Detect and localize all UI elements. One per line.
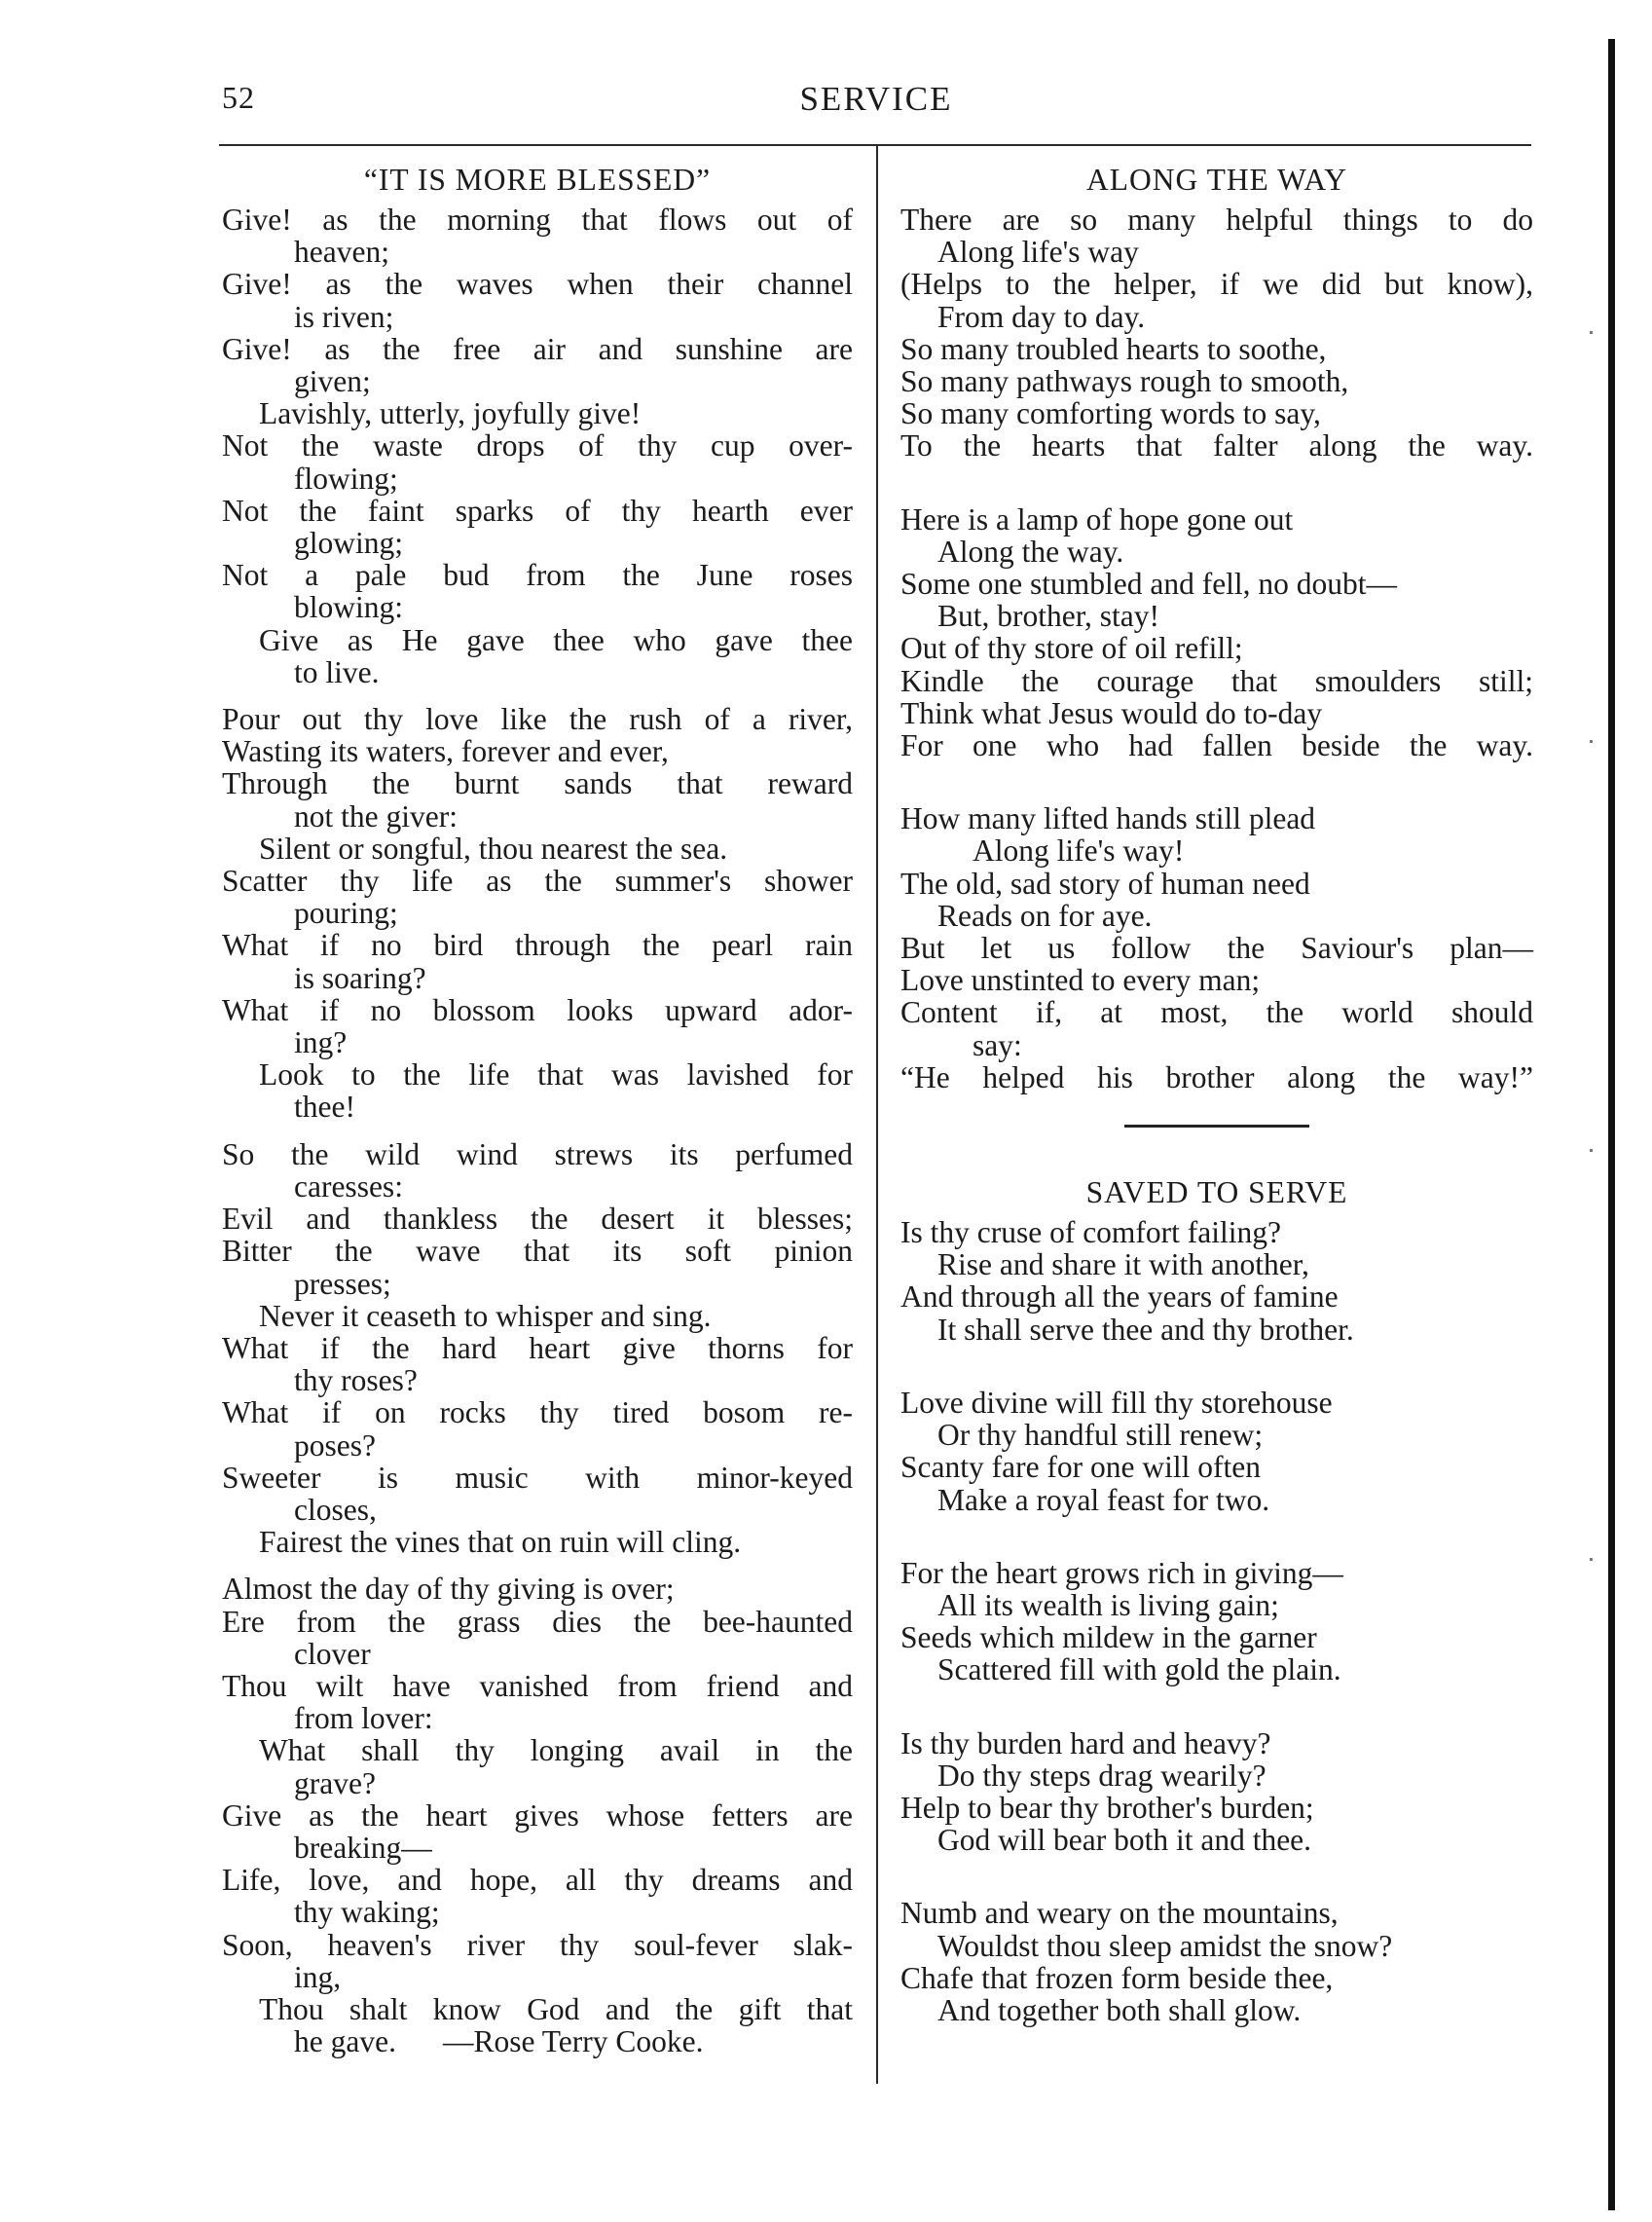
poem-line: Through the burnt sands that reward xyxy=(222,766,853,801)
poem-line: What if the hard heart give thorns for xyxy=(222,1330,853,1365)
poem-line: For one who had fallen beside the way. xyxy=(900,728,1533,763)
poem-line: Is thy cruse of comfort failing? xyxy=(900,1215,1281,1250)
poem-line: Give! as the waves when their channel xyxy=(222,267,853,302)
poem-line: How many lifted hands still plead xyxy=(900,801,1316,836)
poem-line: Love divine will fill thy storehouse xyxy=(900,1385,1333,1420)
poem-line: “He helped his brother along the way!” xyxy=(900,1059,1533,1094)
stanza xyxy=(900,204,1533,463)
poem-line: Not the faint sparks of thy hearth ever xyxy=(222,493,853,528)
stanza xyxy=(900,503,1533,762)
poem-line: Lavishly, utterly, joyfully give! xyxy=(259,396,642,431)
poem-line: Along the way. xyxy=(937,534,1124,569)
stanza xyxy=(900,1557,1533,1686)
poem-line: What if no bird through the pearl rain xyxy=(222,928,853,963)
poem-line: All its wealth is living gain; xyxy=(937,1587,1279,1622)
poem-line: Give! as the morning that flows out of xyxy=(222,203,853,237)
poem-line: Sweeter is music with minor-keyed xyxy=(222,1460,853,1495)
poem-line: Silent or songful, thou nearest the sea. xyxy=(259,831,728,866)
poem-line: Pour out thy love like the rush of a river, xyxy=(222,702,853,737)
stanza xyxy=(900,802,1533,1093)
poem-line: God will bear both it and thee. xyxy=(937,1823,1312,1858)
poem-line: From day to day. xyxy=(937,299,1146,334)
poem-line: closes, xyxy=(294,1492,377,1527)
poem-line: glowing; xyxy=(294,526,404,561)
poem-line: So the wild wind strews its perfumed xyxy=(222,1136,853,1171)
poem-line: Give as the heart gives whose fetters are xyxy=(222,1797,853,1833)
poem-line: poses? xyxy=(294,1427,376,1463)
poem-line: breaking— xyxy=(294,1830,432,1865)
right-column xyxy=(900,164,1533,2026)
poem-line: Help to bear thy brother's burden; xyxy=(900,1790,1314,1825)
stanza xyxy=(900,1727,1533,1857)
poem-line: Or thy handful still renew; xyxy=(937,1418,1264,1453)
poem-line: Almost the day of thy giving is over; xyxy=(222,1572,675,1607)
poem-line: Give! as the free air and sunshine are xyxy=(222,331,853,366)
poem-line: is riven; xyxy=(294,299,394,334)
poem-line: Make a royal feast for two. xyxy=(937,1482,1270,1517)
poem-line: But let us follow the Saviour's plan— xyxy=(900,931,1533,966)
poem-line: What shall thy longing avail in the xyxy=(259,1733,853,1768)
poem-line: Bitter the wave that its soft pinion xyxy=(222,1234,853,1269)
poem-line: blowing: xyxy=(294,590,404,625)
poem-line: It shall serve thee and thy brother. xyxy=(937,1312,1354,1347)
poem-line: What if on rocks thy tired bosom re- xyxy=(222,1395,853,1430)
poem-line: Along life's way! xyxy=(973,833,1185,869)
poem-line: Here is a lamp of hope gone out xyxy=(900,501,1294,537)
poem-line: Look to the life that was lavished for xyxy=(259,1057,853,1092)
poem-line: Scatter thy life as the summer's shower xyxy=(222,864,853,899)
poem-line: But, brother, stay! xyxy=(937,599,1159,634)
stanza xyxy=(900,1216,1533,1346)
poem-line: Ere from the grass dies the bee-haunted xyxy=(222,1604,853,1639)
poem-line: from lover: xyxy=(294,1701,433,1736)
poem-line: Not a pale bud from the June roses xyxy=(222,558,853,593)
poem-line: Kindle the courage that smoulders still; xyxy=(900,663,1533,698)
poem-line: ing, xyxy=(294,1959,342,1994)
edge-mark xyxy=(1590,1558,1593,1561)
edge-mark xyxy=(1590,331,1593,334)
poem-line: Seeds which mildew in the garner xyxy=(900,1620,1317,1655)
poem-line: What if no blossom looks upward ador- xyxy=(222,992,853,1027)
poem-line: So many troubled hearts to soothe, xyxy=(900,331,1327,366)
poem-title: SAVED TO SERVE xyxy=(1085,1175,1348,1210)
edge-mark xyxy=(1590,740,1593,743)
poem-line: clover xyxy=(294,1636,371,1671)
stanza xyxy=(222,1138,853,1559)
poem-line: Life, love, and hope, all thy dreams and xyxy=(222,1863,853,1898)
poem-line: Give as He gave thee who gave thee xyxy=(259,622,853,657)
poem-line: Scattered fill with gold the plain. xyxy=(937,1652,1341,1687)
attribution: —Rose Terry Cooke. xyxy=(442,2024,704,2059)
poem-line: Thou shalt know God and the gift that xyxy=(259,1991,853,2026)
poem-line: ing? xyxy=(294,1025,348,1060)
poem-line: Love unstinted to every man; xyxy=(900,963,1261,998)
poem-line: Some one stumbled and fell, no doubt— xyxy=(900,567,1398,602)
poem-line: flowing; xyxy=(294,461,398,496)
poem-line: Reads on for aye. xyxy=(937,898,1153,933)
left-column xyxy=(222,164,853,2072)
running-title: SERVICE xyxy=(799,80,953,118)
poem-line: And through all the years of famine xyxy=(900,1279,1339,1315)
stanza xyxy=(900,1387,1533,1516)
stanza xyxy=(222,703,853,1124)
poem-line: To the hearts that falter along the way. xyxy=(900,428,1533,463)
poem-line: For the heart grows rich in giving— xyxy=(900,1555,1343,1590)
column-divider xyxy=(876,146,878,2084)
poem-line: Out of thy store of oil refill; xyxy=(900,631,1243,666)
poem-title: ALONG THE WAY xyxy=(1086,163,1347,197)
poem-line: Not the waste drops of thy cup over- xyxy=(222,428,853,463)
poem-line: Along life's way xyxy=(937,235,1139,270)
poem-line: thy waking; xyxy=(294,1895,440,1930)
poem-line: he gave. xyxy=(294,2024,396,2059)
poem-title: “IT IS MORE BLESSED” xyxy=(363,163,712,197)
poem-line: caresses: xyxy=(294,1168,403,1204)
poem-line: Never it ceaseth to whisper and sing. xyxy=(259,1298,712,1333)
poem-line: Evil and thankless the desert it blesses; xyxy=(222,1202,853,1237)
edge-mark xyxy=(1590,1149,1593,1152)
poem-line: Wouldst thou sleep amidst the snow? xyxy=(937,1928,1393,1963)
poem-line: to live. xyxy=(294,654,380,689)
poem-line: So many comforting words to say, xyxy=(900,396,1321,431)
poem-line: Soon, heaven's river thy soul-fever slak- xyxy=(222,1927,853,1962)
header-rule xyxy=(219,144,1531,146)
page-number: 52 xyxy=(222,80,255,115)
section-separator xyxy=(1124,1125,1309,1128)
poem-line: grave? xyxy=(294,1765,376,1800)
poem-line: Wasting its waters, forever and ever, xyxy=(222,734,669,769)
poem-line: Chafe that frozen form beside thee, xyxy=(900,1960,1334,1995)
page-edge-bar xyxy=(1608,39,1615,2210)
poem-line: not the giver: xyxy=(294,798,458,833)
poem-line: thee! xyxy=(294,1090,355,1125)
poem-line: And together both shall glow. xyxy=(937,1992,1302,2027)
poem-line: presses; xyxy=(294,1266,391,1301)
poem-line: is soaring? xyxy=(294,960,426,995)
poem-line: So many pathways rough to smooth, xyxy=(900,364,1349,399)
poem-line: (Helps to the helper, if we did but know), xyxy=(900,267,1533,302)
poem-line: thy roses? xyxy=(294,1363,418,1398)
poem-line: There are so many helpful things to do xyxy=(900,203,1533,237)
stanza xyxy=(900,1897,1533,2026)
stanza xyxy=(222,1573,853,2057)
poem-line: Thou wilt have vanished from friend and xyxy=(222,1668,853,1703)
poem-line: Rise and share it with another, xyxy=(937,1247,1309,1282)
closing-line xyxy=(222,2025,853,2057)
poem-line: pouring; xyxy=(294,896,398,931)
poem-line: Scanty fare for one will often xyxy=(900,1450,1261,1485)
poem-line: Content if, at most, the world should xyxy=(900,995,1533,1030)
poem-line: Numb and weary on the mountains, xyxy=(900,1896,1339,1931)
poem-line: Is thy burden hard and heavy? xyxy=(900,1725,1271,1760)
poem-line: given; xyxy=(294,364,371,399)
stanza xyxy=(222,204,853,688)
poem-line: The old, sad story of human need xyxy=(900,866,1310,901)
poem-line: Fairest the vines that on ruin will cling. xyxy=(259,1525,742,1560)
poem-line: Think what Jesus would do to-day xyxy=(900,695,1323,730)
poem-line: Do thy steps drag wearily? xyxy=(937,1758,1267,1793)
poem-line: heaven; xyxy=(294,235,389,270)
poem-line: say: xyxy=(973,1027,1022,1062)
